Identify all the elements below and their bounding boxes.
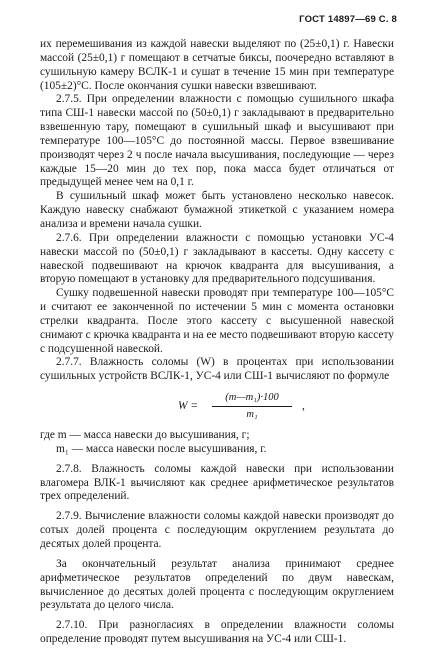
paragraph-2-7-10: 2.7.10. При разногласиях в определении влажности соломы определение проводят путем высушивания на УС-4 или СШ-1. [40, 619, 394, 646]
paragraph-2-7-7: 2.7.7. Влажность соломы (W) в процентах при использовании сушильных устройств ВСЛК-1, УС-4 или СШ-1 вычисляют по формуле [40, 356, 394, 383]
paragraph-2-7-6: 2.7.6. При определении влажности с помощью установки УС-4 навески массой по (50±0,1) г закладывают в кассеты. Одну кассету с навеской подвешивают на крючок квадранта для высушивания, а вторую помещают в установку для предварительного подсушивания. [40, 231, 394, 286]
paragraph-final-result: За окончательный результат анализа принимают среднее арифметическое результатов определений по двум навескам, вычисленное до десятых долей процента с последующим округлением результата до целого числа. [40, 557, 394, 612]
legend-line-m: где m — масса навески до высушивания, г; [40, 429, 250, 442]
formula-fraction [212, 391, 292, 422]
moisture-formula [40, 391, 394, 421]
formula-comma: , [302, 400, 305, 413]
paragraph-continuation: их перемешивания из каждой навески выделяют по (25±0,1) г. Навески массой (25±0,1) г помещают в сетчатые биксы, поочередно вставляют в сушильную камеру ВСЛК-1 и сушат в течение 15 мин при температуре (105±2)°С. После окончания сушки навески взвешивают. [40, 38, 394, 92]
formula-numerator: (m—m₁)·100 [212, 391, 292, 407]
formula-lhs: W = [178, 400, 199, 413]
document-body [40, 38, 394, 647]
paragraph-2-7-5: 2.7.5. При определении влажности с помощью сушильного шкафа типа СШ-1 навески массой по (50±0,1) г закладывают в предварительно взвешенную тару, помещают в сушильный шкаф и высушивают при температуре 100—105°С до постоянной массы. Первое взвешивание производят через 2 ч после начала высушивания, последующие — через каждые 15—20 мин до тех пор, пока масса будет отличаться от предыдущей менее чем на 0,1 г. [40, 93, 394, 189]
paragraph-drying-cabinet: В сушильный шкаф может быть установлено несколько навесок. Каждую навеску снабжают бумажной этикеткой с указанием номера анализа и времени начала сушки. [40, 190, 394, 230]
formula-denominator: m₁ [246, 408, 258, 420]
paragraph-2-7-8: 2.7.8. Влажность соломы каждой навески при использовании влагомера ВЛК-1 вычисляют как среднее арифметическое результатов трех определений. [40, 462, 394, 503]
legend-line-m1: m₁ — масса навески после высушивания, г. [56, 442, 267, 455]
paragraph-drying-procedure: Сушку подвешенной навески проводят при температуре 100—105°С и считают ее законченной по истечении 5 мин с момента остановки стрелки квадранта. После этого кассету с высушенной навеской снимают с крючка квадранта и на ее место подвешивают вторую кассету с подсушенной навеской. [40, 287, 394, 355]
paragraph-2-7-9: 2.7.9. Вычисление влажности соломы каждой навески производят до сотых долей процента с последующим округлением результата до десятых долей процента. [40, 510, 394, 550]
formula-legend [40, 429, 394, 457]
page-header: ГОСТ 14897—69 С. 8 [299, 14, 397, 25]
